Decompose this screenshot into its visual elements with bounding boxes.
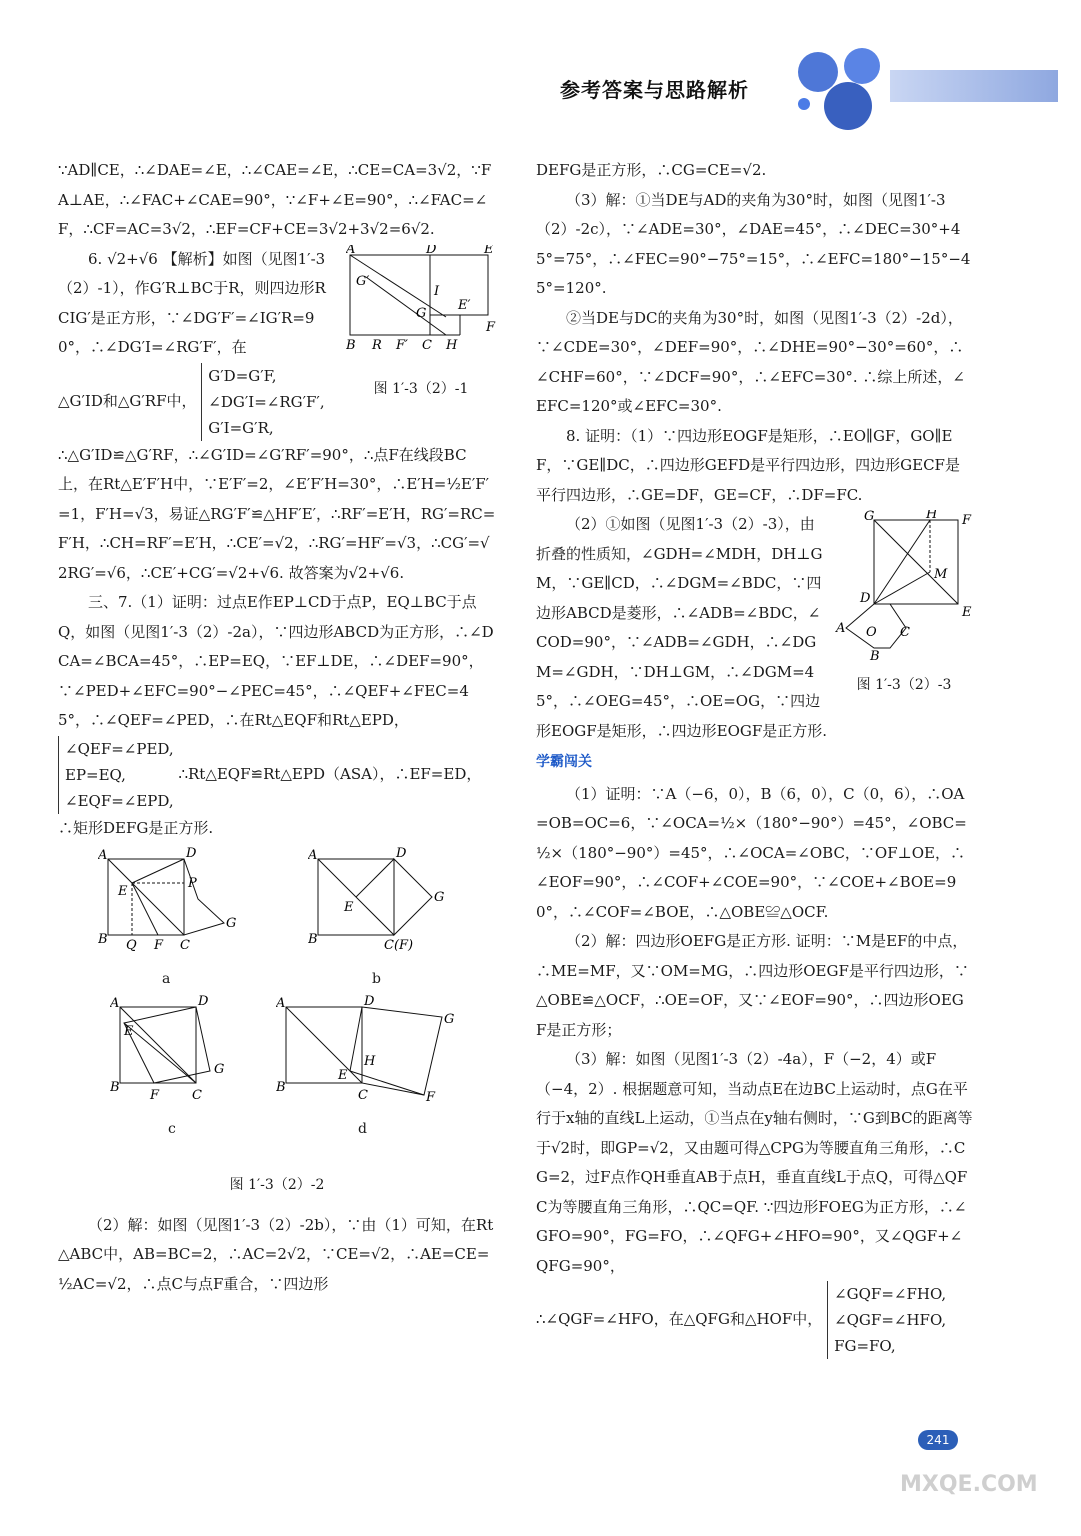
svg-text:G′: G′	[356, 273, 370, 289]
svg-text:F: F	[150, 1088, 160, 1103]
svg-text:A: A	[836, 621, 846, 636]
section-heading: 学霸闯关	[536, 754, 592, 770]
figure-2c-svg	[110, 995, 260, 1105]
left-para-7: 三、7.（1）证明：过点E作EP⊥CD于点P，EQ⊥BC于点Q，如图（见图1′-3（2）-2a），∵四边形ABCD为正方形，∴∠DCA=∠BCA=45°，∴EP=EQ，∵EF⊥DE，∴∠DEF=90°，∵∠PED+∠EFC=90°−∠PEC=45°，∴∠QEF+∠FEC=45°，∴∠QEF=∠PED，∴在Rt△EQF和Rt△EPD，	[58, 593, 494, 729]
svg-text:O: O	[866, 625, 877, 640]
left-para-6b: ∴△G′ID≌△G′RF，∴∠G′ID=∠G′RF′=90°，∴点F在线段BC上，在Rt△E′F′H中，∵E′F′=2，∠E′F′H=30°，∴E′H=½E′F′=1，F′H=√3，易证△RG′F′≌△HF′E′，∴RF′=E′H，RG′=RC=F′H，∴CH=RF′=E′H，∴CE′=√2，∴RG′=HF′=√3，∴CG′=√2RG′=√6，∴CE′+CG′=√2+√6. 故答案为√2+√6.	[58, 445, 496, 582]
svg-text:E: E	[962, 605, 972, 620]
svg-text:M: M	[934, 567, 948, 582]
svg-text:B: B	[110, 1080, 120, 1095]
svg-text:C: C	[358, 1088, 368, 1103]
svg-text:B: B	[308, 932, 318, 947]
svg-text:B: B	[346, 337, 356, 353]
svg-text:F′: F′	[396, 337, 408, 353]
congruence-system-2	[58, 736, 174, 814]
svg-text:F: F	[426, 1090, 436, 1105]
svg-text:C: C	[192, 1088, 202, 1103]
svg-text:E: E	[484, 244, 494, 257]
congruence-system-3	[827, 1281, 946, 1359]
svg-text:G: G	[226, 916, 237, 931]
svg-text:E: E	[338, 1068, 348, 1083]
figure-3-caption: 图 1′-3（2）-3	[856, 676, 952, 693]
svg-text:I: I	[434, 283, 440, 299]
svg-text:E′: E′	[458, 297, 471, 313]
svg-text:D: D	[198, 995, 209, 1009]
svg-text:D: D	[426, 244, 437, 257]
header-title: 参考答案与思路解析	[560, 78, 749, 102]
svg-text:D: D	[396, 847, 407, 861]
svg-text:H: H	[364, 1054, 376, 1069]
svg-text:A: A	[346, 244, 356, 257]
svg-text:G: G	[864, 510, 875, 524]
sys1-line-2: ∠DG′I=∠RG′F′,	[208, 392, 325, 411]
svg-text:F: F	[486, 319, 496, 335]
left-para-7b: （2）解：如图（见图1′-3（2）-2b），∵由（1）可知，在Rt△ABC中，AB=BC=2，∴AC=2√2，∵CE=√2，∴AE=CE=½AC=√2，∴点C与点F重合，∵四边形	[58, 1215, 494, 1293]
sys2-line-1: ∠QEF=∠PED,	[65, 739, 174, 758]
svg-text:C: C	[422, 337, 432, 353]
right-para-4: 8. 证明：（1）∵四边形EOGF是矩形，∴EO∥GF，GO∥EF，∵GE∥DC，∴四边形GEFD是平行四边形，四边形GECF是平行四边形，∴GE=DF，GE=CF，∴DF=FC.	[536, 426, 960, 504]
sys3-line-3: FG=FO,	[834, 1337, 896, 1355]
svg-text:G: G	[214, 1062, 225, 1077]
sys1-line-1: G′D=G′F,	[208, 366, 277, 385]
right-para-6: （1）证明：∵A（−6，0），B（6，0），C（0，6），∴OA=OB=OC=6，∵∠OCA=½×（180°−90°）=45°，∠OBC=½×（180°−90°）=45°，∴∠OCA=∠OBC，∵OF⊥OE，∴∠EOF=90°，∴∠COF+∠COE=90°，∵∠COE+∠BOE=90°，∴∠COF=∠BOE，∴△OBE≌△OCF.	[536, 784, 967, 921]
svg-text:A: A	[308, 848, 318, 863]
figure-1-3-2-1	[346, 245, 496, 405]
figure-1-3-2-3	[834, 510, 974, 700]
figure-2d-svg	[276, 995, 486, 1105]
svg-text:B: B	[98, 932, 108, 947]
svg-text:H: H	[926, 510, 938, 522]
header-band	[890, 70, 1058, 102]
svg-text:D: D	[860, 591, 871, 606]
bubble-decoration	[790, 44, 900, 134]
svg-text:F: F	[962, 513, 972, 528]
svg-text:H: H	[446, 337, 458, 353]
figure-1-svg	[346, 245, 496, 365]
watermark: MXQE.COM	[900, 1472, 1038, 1497]
svg-text:G: G	[434, 890, 445, 905]
left-para-7-end: ∴矩形DEFG是正方形.	[58, 818, 214, 837]
svg-text:E: E	[344, 900, 354, 915]
svg-text:A: A	[276, 996, 286, 1011]
figure-1-caption: 图 1′-3（2）-1	[373, 381, 469, 397]
svg-text:C(F): C(F)	[384, 938, 414, 953]
figure-2a-svg	[98, 847, 248, 957]
figure-2b-svg	[308, 847, 468, 957]
sys3-line-2: ∠QGF=∠HFO,	[834, 1311, 947, 1329]
svg-text:G: G	[416, 305, 427, 321]
left-para-6: 6. √2+√6 【解析】如图（见图1′-3（2）-1），作G′R⊥BC于R，则四边形RCIG′是正方形，∵∠DG′F′=∠IG′R=90°，∴∠DG′I=∠RG′F′，在	[58, 249, 326, 356]
svg-text:E: E	[118, 884, 128, 899]
svg-text:R: R	[372, 337, 382, 353]
sys2-line-3: ∠EQF=∠EPD,	[65, 791, 174, 810]
right-para-8: （3）解：如图（见图1′-3（2）-4a），F（−2，4）或F（−4，2）. 根据题意可知，当动点E在边BC上运动时，点G在平行于x轴的直线L上运动，①当点在y轴右侧时，∵G到BC的距离等于√2时，即GP=√2，又由题可得△CPG为等腰直角三角形，∴CG=2，过F点作QH垂直AB于点H，垂直直线L于点Q，可得△QFC为等腰直角三角形，∴QC=QF. ∵四边形FOEG为正方形，∴∠GFO=90°，FG=FO，∴∠QFG+∠HFO=90°，又∠QGF+∠QFG=90°，	[536, 1050, 973, 1275]
svg-text:G: G	[444, 1012, 455, 1027]
triangle-pair-label: △G′ID和△G′RF中，	[58, 391, 197, 410]
page-number: 241	[918, 1430, 958, 1450]
right-para-9-text: ∴∠QGF=∠HFO，在△QFG和△HOF中，	[536, 1310, 823, 1328]
left-para-7-system	[58, 736, 496, 814]
svg-text:C: C	[900, 625, 910, 640]
congruence-system-1	[201, 363, 324, 441]
figure-1-3-2-2	[58, 847, 496, 1177]
svg-text:B: B	[870, 649, 880, 660]
svg-text:C: C	[180, 938, 190, 953]
right-para-9	[536, 1281, 974, 1359]
right-column	[536, 156, 974, 1359]
right-para-2: （3）解：①当DE与AD的夹角为30°时，如图（见图1′-3（2）-2c），∵∠ADE=30°，∠DAE=45°，∴∠DEC=30°+45°=75°，∴∠FEC=90°−75°=15°，∴∠EFC=180°−15°−45°=120°.	[536, 190, 971, 297]
svg-text:D: D	[364, 995, 375, 1009]
svg-text:E: E	[124, 1024, 134, 1039]
sys2-conclusion: ∴Rt△EQF≌Rt△EPD（ASA），∴EF=ED，	[178, 764, 482, 783]
figure-2d-label: d	[358, 1121, 367, 1137]
left-para-1: ∵AD∥CE，∴∠DAE=∠E，∴∠CAE=∠E，∴CE=CA=3√2，∵FA⊥AE，∴∠FAC+∠CAE=90°，∵∠F+∠E=90°，∴∠FAC=∠F，∴CF=AC=3√2，∴EF=CF+CE=3√2+3√2=6√2.	[58, 161, 492, 238]
sys1-line-3: G′I=G′R,	[208, 418, 274, 437]
svg-text:A: A	[110, 996, 120, 1011]
figure-2b-label: b	[372, 971, 381, 987]
svg-text:B: B	[276, 1080, 286, 1095]
figure-2a-label: a	[162, 971, 171, 987]
sys3-line-1: ∠GQF=∠FHO,	[834, 1285, 947, 1303]
svg-text:Q: Q	[126, 938, 137, 953]
right-para-5: （2）①如图（见图1′-3（2）-3），由折叠的性质知，∠GDH=∠MDH，DH⊥GM，∵GE∥CD，∴∠DGM=∠BDC，∵四边形ABCD是菱形，∴∠ADB=∠BDC，∠COD=90°，∵∠ADB=∠GDH，∴∠DGM=∠GDH，∵DH⊥GM，∴∠DGM=45°，∴∠OEG=45°，∴OE=OG，∵四边形EOGF是矩形，∴四边形EOGF是正方形.	[536, 515, 828, 740]
sys2-line-2: EP=EQ,	[65, 765, 126, 784]
right-para-1: DEFG是正方形，∴CG=CE=√2.	[536, 161, 767, 179]
figure-2-caption: 图 1′-3（2）-2	[229, 1177, 325, 1193]
svg-text:P: P	[188, 876, 197, 891]
figure-2c-label: c	[168, 1121, 176, 1137]
right-para-3: ②当DE与DC的夹角为30°时，如图（见图1′-3（2）-2d），∵∠CDE=30°，∠DEF=90°，∴∠DHE=90°−30°=60°，∴∠CHF=60°，∵∠DCF=90°，∴∠EFC=30°. ∴综上所述，∠EFC=120°或∠EFC=30°.	[536, 308, 965, 415]
figure-3-svg	[834, 510, 974, 660]
svg-text:F: F	[154, 938, 164, 953]
right-para-7: （2）解：四边形OEFG是正方形. 证明：∵M是EF的中点，∴ME=MF，又∵OM=MG，∴四边形OEGF是平行四边形，∵△OBE≌△OCF，∴OE=OF，又∵∠EOF=90°，∴四边形OEGF是正方形；	[536, 932, 969, 1039]
svg-text:A: A	[98, 848, 108, 863]
left-column	[58, 156, 496, 1299]
svg-text:D: D	[186, 847, 197, 861]
